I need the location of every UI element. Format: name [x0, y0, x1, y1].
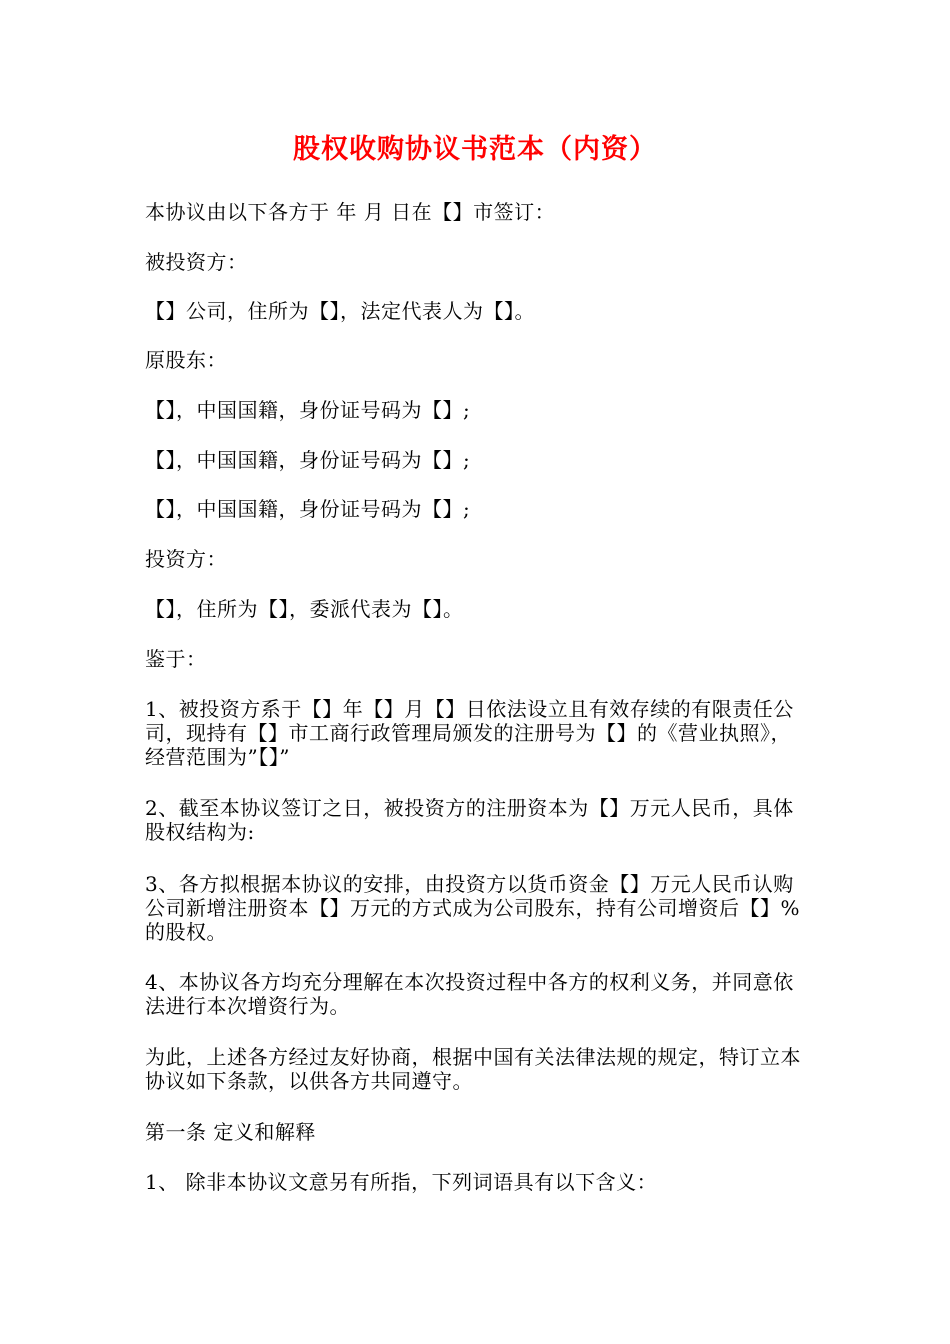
investor-heading: 投资方： [145, 547, 227, 571]
recital-2: 2、截至本协议签订之日，被投资方的注册资本为【】万元人民币，具体股权结构为: [145, 796, 794, 844]
original-shareholders-heading: 原股东： [145, 348, 227, 372]
document-title: 股权收购协议书范本（内资） [293, 134, 657, 165]
shareholder-line-2: 【】，中国国籍，身份证号码为【】; [145, 448, 471, 472]
therefore-paragraph: 为此，上述各方经过友好协商，根据中国有关法律法规的规定，特订立本协议如下条款，以供各方共同遵守。 [145, 1045, 801, 1093]
article-1-heading: 第一条 定义和解释 [145, 1120, 316, 1144]
recital-3: 3、各方拟根据本协议的安排，由投资方以货币资金【】万元人民币认购公司新增注册资本【】万元的方式成为公司股东，持有公司增资后【】%的股权。 [145, 872, 801, 944]
shareholder-line-3: 【】，中国国籍，身份证号码为【】; [145, 497, 471, 521]
recital-1: 1、被投资方系于【】年【】月【】日依法设立且有效存续的有限责任公司，现持有【】市工商行政管理局颁发的注册号为【】的《营业执照》，经营范围为”【】” [145, 697, 794, 769]
investee-details: 【】公司，住所为【】，法定代表人为【】。 [145, 299, 535, 323]
article-1-clause-1: 1、 除非本协议文意另有所指，下列词语具有以下含义： [145, 1170, 658, 1194]
agreement-intro: 本协议由以下各方于 年 月 日在【】市签订： [145, 200, 556, 224]
shareholder-line-1: 【】，中国国籍，身份证号码为【】; [145, 398, 471, 422]
investee-heading: 被投资方： [145, 250, 248, 274]
recital-4: 4、本协议各方均充分理解在本次投资过程中各方的权利义务，并同意依法进行本次增资行为。 [145, 970, 794, 1018]
whereas-heading: 鉴于： [145, 647, 207, 671]
investor-details: 【】，住所为【】，委派代表为【】。 [145, 597, 464, 621]
